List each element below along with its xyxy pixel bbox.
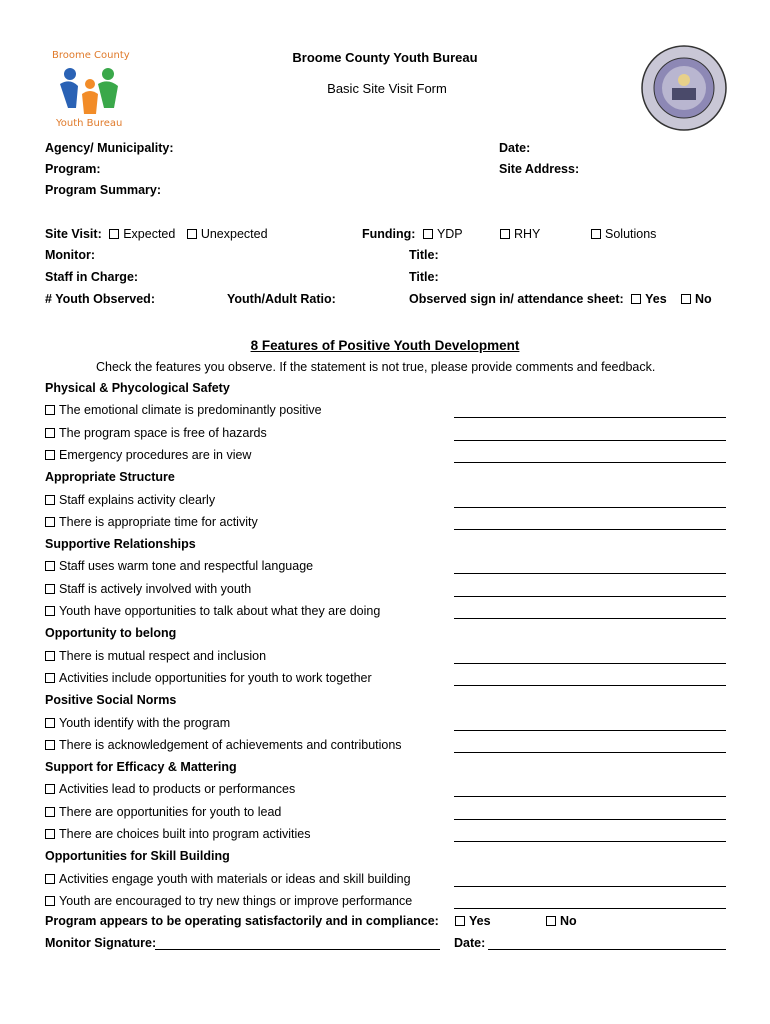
- solutions-option: [591, 227, 656, 241]
- compliance-no-option: [546, 914, 577, 928]
- checklist-item-label: Youth identify with the program: [59, 715, 231, 730]
- checklist-item: [45, 872, 411, 886]
- comment-line[interactable]: [454, 907, 726, 909]
- expected-checkbox[interactable]: [109, 229, 119, 239]
- checklist-item-label: Staff explains activity clearly: [59, 492, 216, 507]
- footer-date-label: Date:: [454, 936, 486, 950]
- solutions-checkbox[interactable]: [591, 229, 601, 239]
- checklist-item: [45, 738, 402, 752]
- checklist-checkbox[interactable]: [45, 896, 55, 906]
- monitor-title-label: Title:: [409, 248, 439, 262]
- checklist-item-label: Activities lead to products or performances: [59, 782, 296, 797]
- date-label: Date:: [499, 141, 531, 155]
- checklist-item: [45, 649, 266, 663]
- checklist-checkbox[interactable]: [45, 829, 55, 839]
- comment-line[interactable]: [454, 840, 726, 842]
- section-heading: Positive Social Norms: [45, 693, 177, 708]
- features-instruction: Check the features you observe. If the statement is not true, please provide comments and feedback.: [96, 360, 656, 374]
- checklist-checkbox[interactable]: [45, 874, 55, 884]
- checklist-checkbox[interactable]: [45, 405, 55, 415]
- section-heading: Physical & Phycological Safety: [45, 381, 230, 395]
- staff-label: Staff in Charge:: [45, 270, 139, 284]
- comment-line[interactable]: [454, 885, 726, 887]
- checklist-item-label: The emotional climate is predominantly positive: [59, 403, 322, 418]
- compliance-yes-option: [455, 914, 491, 928]
- checklist-checkbox[interactable]: [45, 428, 55, 438]
- checklist-checkbox[interactable]: [45, 784, 55, 794]
- sign-in-yes-checkbox[interactable]: [631, 294, 641, 304]
- rhy-label: RHY: [514, 227, 541, 241]
- compliance-yes-label: Yes: [469, 914, 491, 928]
- comment-line[interactable]: [454, 617, 726, 619]
- comment-line[interactable]: [454, 528, 726, 530]
- features-heading: 8 Features of Positive Youth Development: [250, 338, 520, 353]
- site-visit-label: Site Visit:: [45, 227, 102, 241]
- checklist-item: [45, 515, 258, 529]
- comment-line[interactable]: [454, 751, 726, 753]
- staff-title-label: Title:: [409, 270, 439, 284]
- logo-top-text: Broome County: [52, 50, 130, 61]
- unexpected-label: Unexpected: [200, 227, 268, 241]
- checklist-item-label: There are opportunities for youth to lead: [59, 804, 282, 819]
- checklist-checkbox[interactable]: [45, 718, 55, 728]
- comment-line[interactable]: [454, 572, 726, 574]
- compliance-no-checkbox[interactable]: [546, 916, 556, 926]
- checklist-item: [45, 582, 251, 596]
- checklist-item-label: Emergency procedures are in view: [59, 447, 252, 462]
- checklist-item-label: Staff uses warm tone and respectful language: [59, 559, 314, 574]
- program-summary-label: Program Summary:: [45, 183, 162, 197]
- checklist-item: [45, 827, 311, 841]
- checklist-item-label: Youth have opportunities to talk about what they are doing: [59, 604, 381, 618]
- comment-line[interactable]: [454, 729, 726, 731]
- checklist-checkbox[interactable]: [45, 673, 55, 683]
- signature-line[interactable]: [155, 948, 440, 950]
- site-address-label: Site Address:: [499, 162, 580, 176]
- expected-label: Expected: [123, 227, 176, 241]
- ratio-label: Youth/Adult Ratio:: [227, 292, 336, 306]
- rhy-option: [500, 227, 540, 241]
- checklist-item-label: Staff is actively involved with youth: [59, 581, 252, 596]
- checklist-checkbox[interactable]: [45, 450, 55, 460]
- comment-line[interactable]: [454, 818, 726, 820]
- checklist-checkbox[interactable]: [45, 807, 55, 817]
- checklist-item-label: Youth are encouraged to try new things or improve performance: [59, 893, 413, 908]
- funding-row: [362, 227, 463, 241]
- compliance-no-label: No: [560, 914, 577, 928]
- logo-bottom-text: Youth Bureau: [56, 118, 123, 129]
- compliance-yes-checkbox[interactable]: [455, 916, 465, 926]
- org-title: Broome County Youth Bureau: [292, 50, 478, 65]
- section-heading: Supportive Relationships: [45, 537, 196, 552]
- comment-line[interactable]: [454, 461, 726, 463]
- checklist-item: [45, 448, 251, 462]
- sign-in-yes-label: Yes: [645, 292, 667, 306]
- section-heading: Appropriate Structure: [45, 470, 175, 485]
- comment-line[interactable]: [454, 795, 726, 797]
- comment-line[interactable]: [454, 595, 726, 597]
- checklist-item-label: There is mutual respect and inclusion: [59, 648, 267, 663]
- agency-label: Agency/ Municipality:: [45, 141, 174, 155]
- checklist-item-label: There is appropriate time for activity: [59, 514, 258, 529]
- comment-line[interactable]: [454, 416, 726, 418]
- site-visit-row: [45, 227, 268, 241]
- checklist-checkbox[interactable]: [45, 561, 55, 571]
- sign-in-label: Observed sign in/ attendance sheet:: [409, 292, 624, 306]
- checklist-checkbox[interactable]: [45, 651, 55, 661]
- comment-line[interactable]: [454, 506, 726, 508]
- ydp-checkbox[interactable]: [423, 229, 433, 239]
- checklist-checkbox[interactable]: [45, 495, 55, 505]
- ydp-label: YDP: [436, 227, 463, 241]
- checklist-checkbox[interactable]: [45, 740, 55, 750]
- sign-in-no-checkbox[interactable]: [681, 294, 691, 304]
- checklist-item-label: There are choices built into program activities: [59, 827, 311, 841]
- footer-date-line[interactable]: [488, 948, 726, 950]
- sign-in-no-label: No: [695, 292, 712, 306]
- section-heading: Opportunities for Skill Building: [45, 849, 230, 864]
- sign-in-row: [409, 292, 667, 306]
- program-label: Program:: [45, 162, 101, 176]
- checklist-checkbox[interactable]: [45, 606, 55, 616]
- checklist-item-label: There is acknowledgement of achievements and contributions: [59, 737, 402, 752]
- checklist-item: [45, 559, 313, 573]
- signature-label: Monitor Signature:: [45, 936, 157, 950]
- checklist-item-label: Activities engage youth with materials or ideas and skill building: [59, 871, 411, 886]
- section-heading: Support for Efficacy & Mattering: [45, 760, 237, 775]
- youth-observed-label: # Youth Observed:: [45, 292, 155, 306]
- checklist-item: [45, 426, 267, 440]
- checklist-item: [45, 716, 230, 730]
- checklist-item: [45, 805, 281, 819]
- checklist-item: [45, 604, 380, 618]
- checklist-checkbox[interactable]: [45, 584, 55, 594]
- comment-line[interactable]: [454, 439, 726, 441]
- form-title: Basic Site Visit Form: [327, 81, 447, 96]
- unexpected-checkbox[interactable]: [187, 229, 197, 239]
- comment-line[interactable]: [454, 684, 726, 686]
- checklist-item: [45, 894, 412, 908]
- section-heading: Opportunity to belong: [45, 626, 177, 641]
- checklist-item: [45, 403, 322, 417]
- checklist-item-label: The program space is free of hazards: [59, 425, 267, 440]
- rhy-checkbox[interactable]: [500, 229, 510, 239]
- compliance-label: Program appears to be operating satisfactorily and in compliance:: [45, 914, 439, 928]
- funding-label: Funding:: [362, 227, 416, 241]
- comment-line[interactable]: [454, 662, 726, 664]
- checklist-item: [45, 782, 295, 796]
- solutions-label: Solutions: [605, 227, 657, 241]
- checklist-checkbox[interactable]: [45, 517, 55, 527]
- checklist-item: [45, 671, 372, 685]
- sign-in-no-option: [681, 292, 712, 306]
- county-seal-icon: [640, 44, 728, 132]
- checklist-item: [45, 493, 215, 507]
- monitor-label: Monitor:: [45, 248, 95, 262]
- checklist-item-label: Activities include opportunities for youth to work together: [59, 670, 372, 685]
